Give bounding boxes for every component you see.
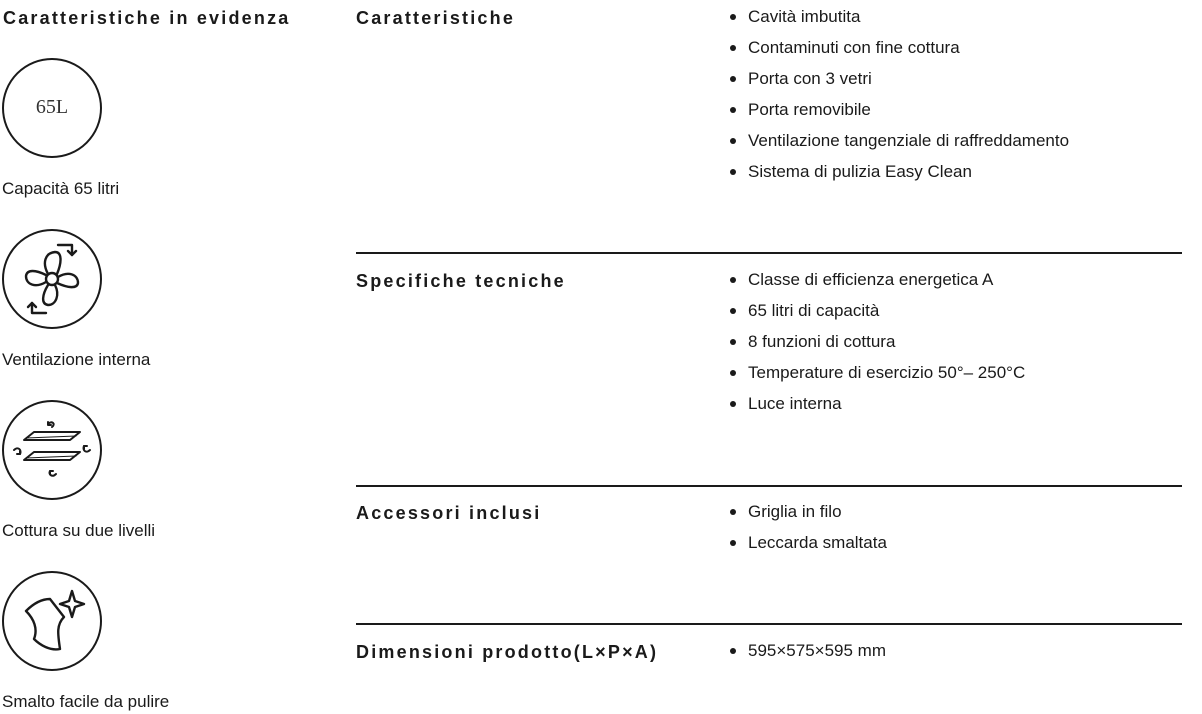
list-item: Leccarda smaltata: [728, 533, 887, 564]
specs-list: [728, 270, 1025, 425]
section-title: Caratteristiche: [356, 8, 516, 28]
feature-easy-clean-label: Smalto facile da pulire: [2, 692, 170, 711]
divider: [356, 252, 1182, 254]
capacity-icon-text: 65L: [35, 96, 69, 118]
easy-clean-enamel-icon: [2, 571, 102, 671]
section-title: Dimensioni prodotto(L×P×A): [356, 642, 659, 662]
list-item: Contaminuti con fine cottura: [728, 38, 1069, 69]
list-item: 65 litri di capacità: [728, 301, 1025, 332]
list-item: Classe di efficienza energetica A: [728, 270, 1025, 301]
list-item: Luce interna: [728, 394, 1025, 425]
list-item: Cavità imbutita: [728, 7, 1069, 38]
feature-list: [728, 7, 1069, 193]
feature-ventilation-label: Ventilazione interna: [2, 350, 151, 369]
list-item: 8 funzioni di cottura: [728, 332, 1025, 363]
list-item: Ventilazione tangenziale di raffreddamento: [728, 131, 1069, 162]
list-item: 595×575×595 mm: [728, 641, 886, 672]
two-level-cooking-icon: [2, 400, 102, 500]
list-item: Griglia in filo: [728, 502, 887, 533]
section-title: Accessori inclusi: [356, 503, 542, 523]
accessories-list: [728, 502, 887, 564]
list-item: Temperature di esercizio 50°– 250°C: [728, 363, 1025, 394]
divider: [356, 623, 1182, 625]
capacity-65l-icon: [2, 58, 102, 158]
feature-capacity-label: Capacità 65 litri: [2, 179, 120, 198]
list-item: Porta con 3 vetri: [728, 69, 1069, 100]
feature-two-level-label: Cottura su due livelli: [2, 521, 156, 540]
highlights-title: Caratteristiche in evidenza: [3, 8, 291, 28]
fan-ventilation-icon: [2, 229, 102, 329]
list-item: Sistema di pulizia Easy Clean: [728, 162, 1069, 193]
section-title: Specifiche tecniche: [356, 271, 566, 291]
list-item: Porta removibile: [728, 100, 1069, 131]
divider: [356, 485, 1182, 487]
dimensions-list: [728, 641, 886, 672]
highlights-column: [0, 0, 340, 714]
